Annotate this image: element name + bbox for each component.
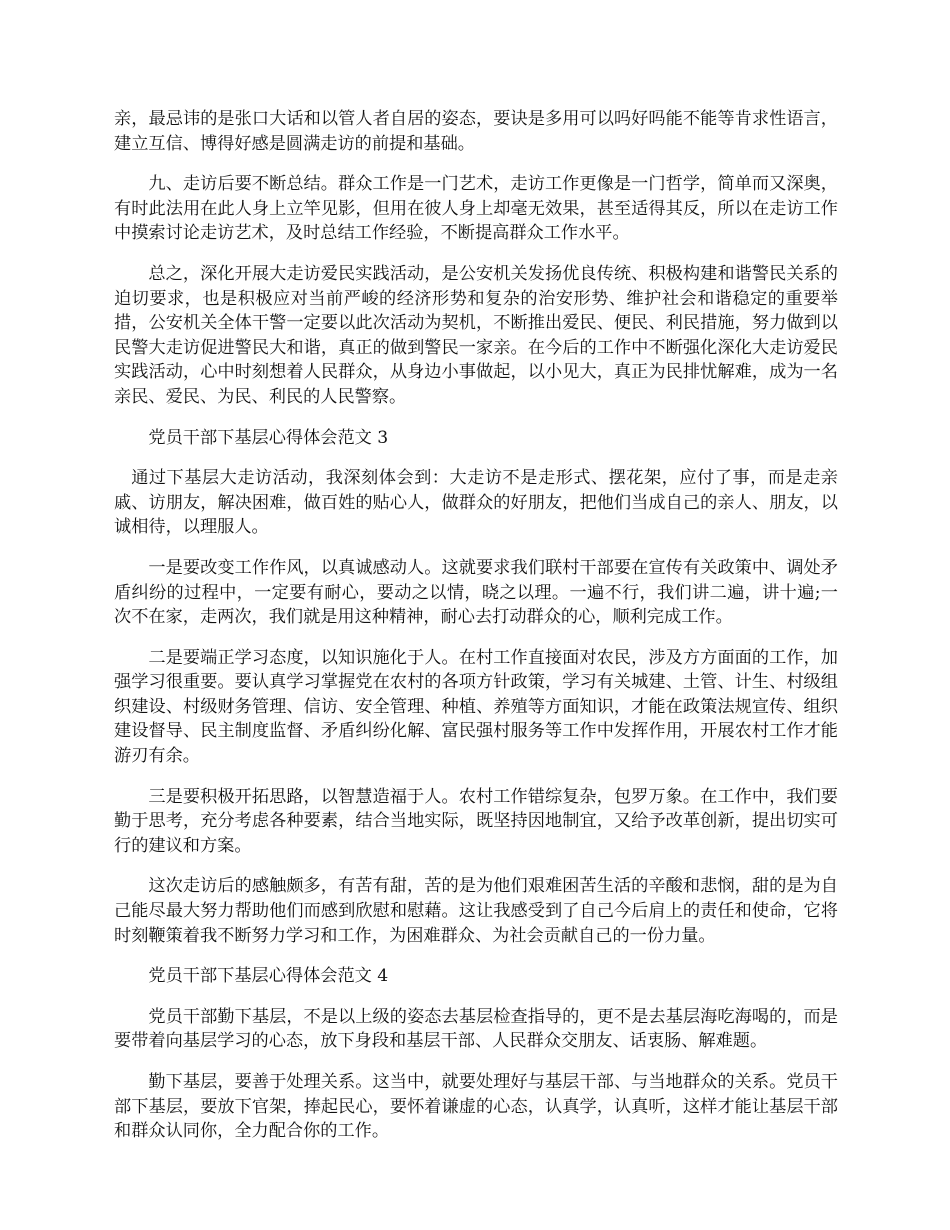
section-heading-3: 党员干部下基层心得体会范文 3 (148, 427, 389, 448)
paragraph-8: 三是要积极开拓思路，以智慧造福于人。农村工作错综复杂，包罗万象。在工作中，我们要勤于思考，充分考虑各种要素，结合当地实际，既坚持因地制宜，又给予改革创新，提出切实可行的建议和方案。 (114, 786, 838, 856)
paragraph-6: 一是要改变工作作风，以真诚感动人。这就要求我们联村干部要在宣传有关政策中、调处矛盾纠纷的过程中，一定要有耐心，要动之以情，晓之以理。一遍不行，我们讲二遍，讲十遍;一次不在家，走两次，我们就是用这种精神，耐心去打动群众的心，顺利完成工作。 (114, 557, 838, 628)
paragraph-5: 通过下基层大走访活动，我深刻体会到：大走访不是走形式、摆花架，应付了事，而是走亲戚、访朋友，解决困难，做百姓的贴心人，做群众的好朋友，把他们当成自己的亲人、朋友，以诚相待，以理服人。 (114, 468, 838, 538)
paragraph-11: 党员干部勤下基层，不是以上级的姿态去基层检查指导的，更不是去基层海吃海喝的，而是要带着向基层学习的心态，放下身段和基层干部、人民群众交朋友、话衷肠、解难题。 (114, 1006, 838, 1052)
paragraph-12: 勤下基层，要善于处理关系。这当中，就要处理好与基层干部、与当地群众的关系。党员干部下基层，要放下官架，捧起民心，要怀着谦虚的心态，认真学，认真听，这样才能让基层干部和群众认同你，全力配合你的工作。 (114, 1072, 838, 1142)
document-body (114, 107, 838, 1160)
paragraph-2: 九、走访后要不断总结。群众工作是一门艺术，走访工作更像是一门哲学，简单而又深奥，有时此法用在此人身上立竿见影，但用在彼人身上却毫无效果，甚至适得其反，所以在走访工作中摸索讨论走访艺术，及时总结工作经验，不断提高群众工作水平。 (114, 174, 838, 244)
paragraph-3: 总之，深化开展大走访爱民实践活动，是公安机关发扬优良传统、积极构建和谐警民关系的迫切要求，也是积极应对当前严峻的经济形势和复杂的治安形势、维护社会和谐稳定的重要举措，公安机关全体干警一定要以此次活动为契机，不断推出爱民、便民、利民措施，努力做到以民警大走访促进警民大和谐，真正的做到警民一家亲。在今后的工作中不断强化深化大走访爱民实践活动，心中时刻想着人民群众，从身边小事做起，以小见大，真正为民排忧解难，成为一名亲民、爱民、为民、利民的人民警察。 (114, 263, 838, 407)
paragraph-9: 这次走访后的感触颇多，有苦有甜，苦的是为他们艰难困苦生活的辛酸和悲悯，甜的是为自己能尽最大努力帮助他们而感到欣慰和慰藉。这让我感受到了自己今后肩上的责任和使命，它将时刻鞭策着我不断努力学习和工作，为困难群众、为社会贡献自己的一份力量。 (114, 876, 838, 946)
paragraph-7: 二是要端正学习态度，以知识施化于人。在村工作直接面对农民，涉及方方面面的工作，加强学习很重要。要认真学习掌握党在农村的各项方针政策，学习有关城建、土管、计生、村级组织建设、村级财务管理、信访、安全管理、种植、养殖等方面知识，才能在政策法规宣传、组织建设督导、民主制度监督、矛盾纠纷化解、富民强村服务等工作中发挥作用，开展农村工作才能游刃有余。 (114, 647, 838, 767)
paragraph-1: 亲，最忌讳的是张口大话和以管人者自居的姿态，要诀是多用可以吗好吗能不能等肯求性语言，建立互信、博得好感是圆满走访的前提和基础。 (114, 109, 838, 154)
section-heading-4: 党员干部下基层心得体会范文 4 (148, 966, 389, 987)
